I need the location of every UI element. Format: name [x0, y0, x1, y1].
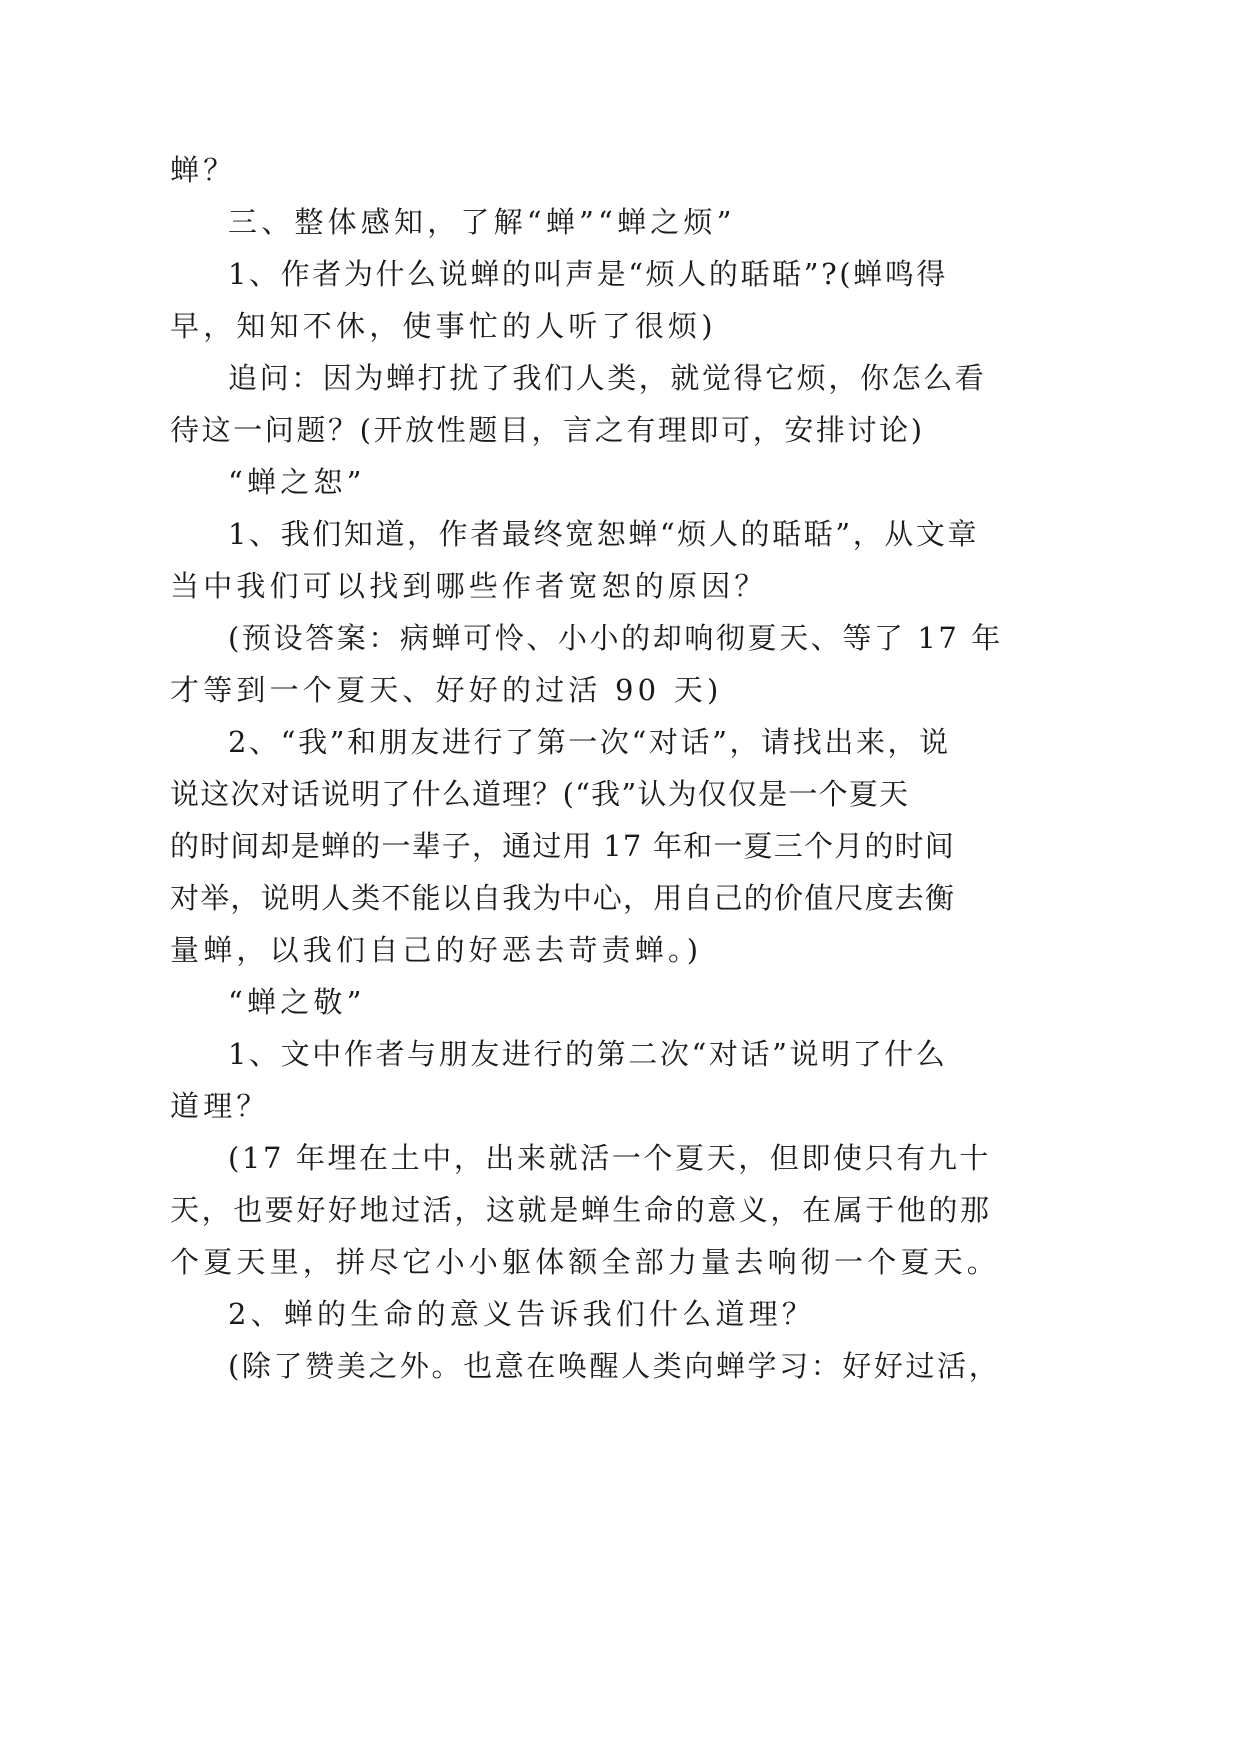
question-line: 1、我们知道，作者最终宽恕蝉“烦人的聒聒”，从文章	[228, 517, 980, 551]
text-line: 的时间却是蝉的一辈子，通过用 17 年和一夏三个月的时间	[170, 829, 955, 863]
answer-line: (17 年埋在土中，出来就活一个夏天，但即使只有九十	[228, 1141, 992, 1175]
text-line: 说这次对话说明了什么道理？(“我”认为仅仅是一个夏天	[170, 777, 910, 811]
text-line: 天，也要好好地过活，这就是蝉生命的意义，在属于他的那	[170, 1193, 992, 1227]
subsection-heading: “蝉之敬”	[228, 985, 366, 1019]
text-line: 量蝉，以我们自己的好恶去苛责蝉。)	[170, 933, 703, 967]
question-line: 1、作者为什么说蝉的叫声是“烦人的聒聒”?(蝉鸣得	[228, 257, 948, 291]
subsection-heading: “蝉之恕”	[228, 465, 366, 499]
answer-line: (预设答案：病蝉可怜、小小的却响彻夏天、等了 17 年	[228, 621, 1003, 655]
text-line: 道理？	[170, 1089, 270, 1123]
answer-line: (除了赞美之外。也意在唤醒人类向蝉学习：好好过活，	[228, 1349, 1001, 1383]
question-line: 2、蝉的生命的意义告诉我们什么道理？	[228, 1297, 816, 1331]
text-line: 个夏天里，拼尽它小小躯体额全部力量去响彻一个夏天。	[170, 1245, 1001, 1279]
question-line: 1、文中作者与朋友进行的第二次“对话”说明了什么	[228, 1037, 948, 1071]
text-line: 待这一问题？(开放性题目，言之有理即可，安排讨论)	[170, 413, 925, 447]
question-line: 2、“我”和朋友进行了第一次“对话”，请找出来，说	[228, 725, 951, 759]
text-line: 蝉？	[170, 153, 237, 187]
text-line: 早，知知不休，使事忙的人听了很烦)	[170, 309, 717, 343]
text-line: 才等到一个夏天、好好的过活 90 天)	[170, 673, 723, 707]
text-line: 对举，说明人类不能以自我为中心，用自己的价值尺度去衡	[170, 881, 956, 915]
text-line: 当中我们可以找到哪些作者宽恕的原因？	[170, 569, 768, 603]
text-line: 追问：因为蝉打扰了我们人类，就觉得它烦，你怎么看	[228, 361, 987, 395]
section-heading: 三、整体感知，了解“蝉”“蝉之烦”	[228, 205, 736, 239]
